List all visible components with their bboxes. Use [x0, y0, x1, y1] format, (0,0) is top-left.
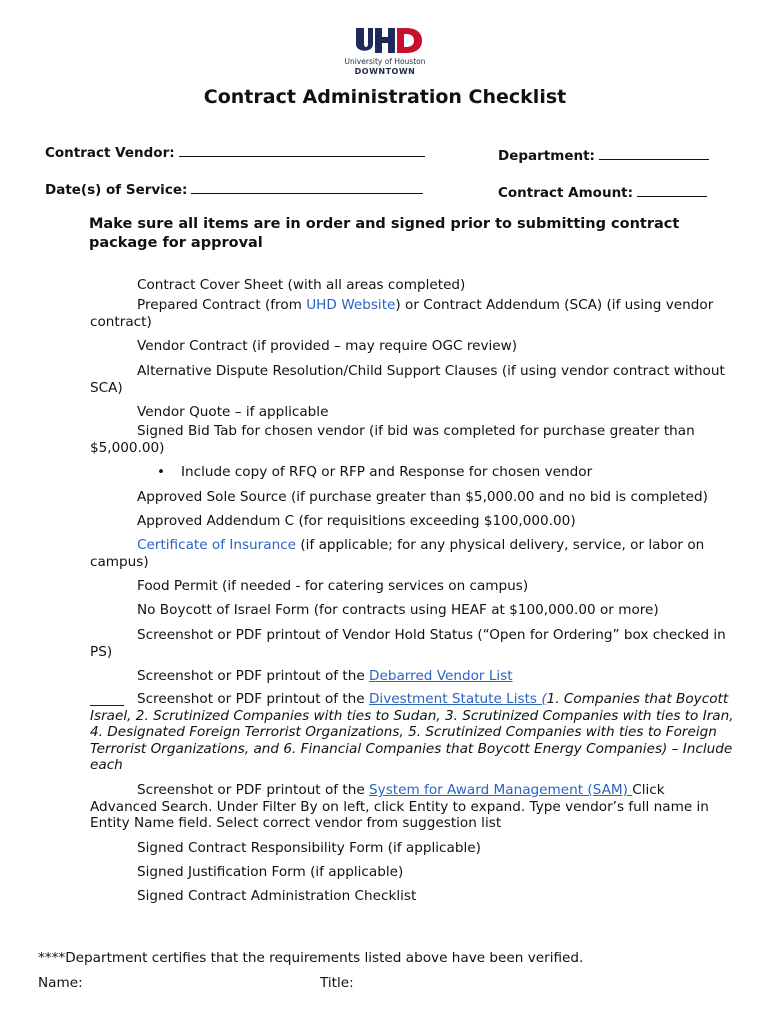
- uhd-logo: [344, 26, 426, 80]
- sam-link[interactable]: System for Award Management (SAM): [369, 782, 633, 798]
- certificate-of-insurance-link[interactable]: Certificate of Insurance: [137, 537, 297, 553]
- contract-vendor-label: Contract Vendor:: [45, 145, 175, 161]
- item-vendor-hold: Screenshot or PDF printout of Vendor Hold Status (“Open for Ordering” box checked in PS): [90, 627, 726, 660]
- item-sam-text: Screenshot or PDF printout of the: [137, 782, 370, 798]
- item-divestment: [90, 691, 735, 774]
- item-cover-sheet: Contract Cover Sheet (with all areas completed): [137, 277, 466, 293]
- page-title: Contract Administration Checklist: [203, 86, 567, 108]
- item-no-boycott: No Boycott of Israel Form (for contracts using HEAF at $100,000.00 or more): [137, 602, 659, 618]
- dates-of-service-blank[interactable]: [191, 181, 423, 194]
- bullet-icon: •: [157, 464, 166, 480]
- item-prepared-contract-text: Prepared Contract (from: [137, 297, 307, 313]
- item-sam: [90, 782, 735, 832]
- contract-amount-blank[interactable]: [637, 184, 707, 197]
- uhd-website-link[interactable]: UHD Website: [306, 297, 396, 313]
- item-vendor-contract: Vendor Contract (if provided – may require OGC review): [137, 338, 518, 354]
- department-label: Department:: [498, 148, 595, 164]
- intro-instructions: Make sure all items are in order and signed prior to submitting contract package for approval: [89, 216, 680, 251]
- debarred-vendor-list-link[interactable]: Debarred Vendor List: [369, 668, 513, 684]
- dates-of-service-label: Date(s) of Service:: [45, 182, 188, 198]
- item-justification-form: Signed Justification Form (if applicable): [137, 864, 404, 880]
- logo-university-text: University of Houston: [344, 57, 426, 66]
- item-food-permit: Food Permit (if needed - for catering services on campus): [137, 578, 529, 594]
- item-sole-source: Approved Sole Source (if purchase greater than $5,000.00 and no bid is completed): [137, 489, 708, 505]
- uhd-logo-mark: [344, 26, 426, 56]
- item-rfq-bullet: Include copy of RFQ or RFP and Response for chosen vendor: [181, 464, 593, 480]
- contract-vendor-blank[interactable]: [179, 144, 425, 157]
- item-prepared-contract-text-2: ) or Contract Addendum (SCA) (if using vendor contract): [90, 297, 714, 330]
- item-divestment-italic: 1. Companies that Boycott Israel, 2. Scrutinized Companies with ties to Sudan, 3. Scrutinized Companies with ties to Iran, 4. Designated Foreign Terrorist Organizations, 5. Scrutinized Companies with ties to Foreign Terrorist Organizations, and 6. Financial Companies that Boycott Energy Companies) – Include each: [90, 691, 734, 773]
- item-admin-checklist: Signed Contract Administration Checklist: [137, 888, 417, 904]
- department-field: [498, 147, 709, 164]
- divestment-statute-lists-link[interactable]: Divestment Statute Lists: [368, 691, 542, 707]
- contract-amount-label: Contract Amount:: [498, 185, 634, 201]
- certification-statement: ****Department certifies that the requirements listed above have been verified.: [38, 950, 584, 966]
- department-blank[interactable]: [599, 147, 709, 160]
- item-vendor-quote: Vendor Quote – if applicable: [137, 404, 329, 420]
- divestment-blank: _____: [90, 691, 124, 707]
- item-addendum-c: Approved Addendum C (for requisitions exceeding $100,000.00): [137, 513, 576, 529]
- name-label: Name:: [38, 975, 83, 991]
- title-label: Title:: [320, 975, 354, 991]
- item-debarred-vendor: [90, 668, 735, 685]
- item-insurance-text: (if applicable; for any physical delivery, service, or labor on campus): [90, 537, 705, 570]
- item-prepared-contract: [90, 297, 735, 330]
- item-debarred-text: Screenshot or PDF printout of the: [137, 668, 370, 684]
- item-responsibility-form: Signed Contract Responsibility Form (if applicable): [137, 840, 481, 856]
- logo-downtown-text: DOWNTOWN: [354, 67, 416, 76]
- contract-vendor-field: [45, 144, 425, 161]
- contract-amount-field: [498, 184, 707, 201]
- divestment-paren: (: [541, 691, 547, 707]
- item-sam-instructions: Click Advanced Search. Under Filter By on left, click Entity to expand. Type vendor’s full name in Entity Name field. Select correct vendor from suggestion list: [90, 782, 709, 831]
- dates-of-service-field: [45, 181, 423, 198]
- item-divestment-text: Screenshot or PDF printout of the: [136, 691, 369, 707]
- item-certificate-of-insurance: [90, 537, 735, 570]
- item-bid-tab: Signed Bid Tab for chosen vendor (if bid was completed for purchase greater than $5,000.00): [90, 423, 695, 456]
- item-adr-clauses: Alternative Dispute Resolution/Child Support Clauses (if using vendor contract without SCA): [90, 363, 725, 396]
